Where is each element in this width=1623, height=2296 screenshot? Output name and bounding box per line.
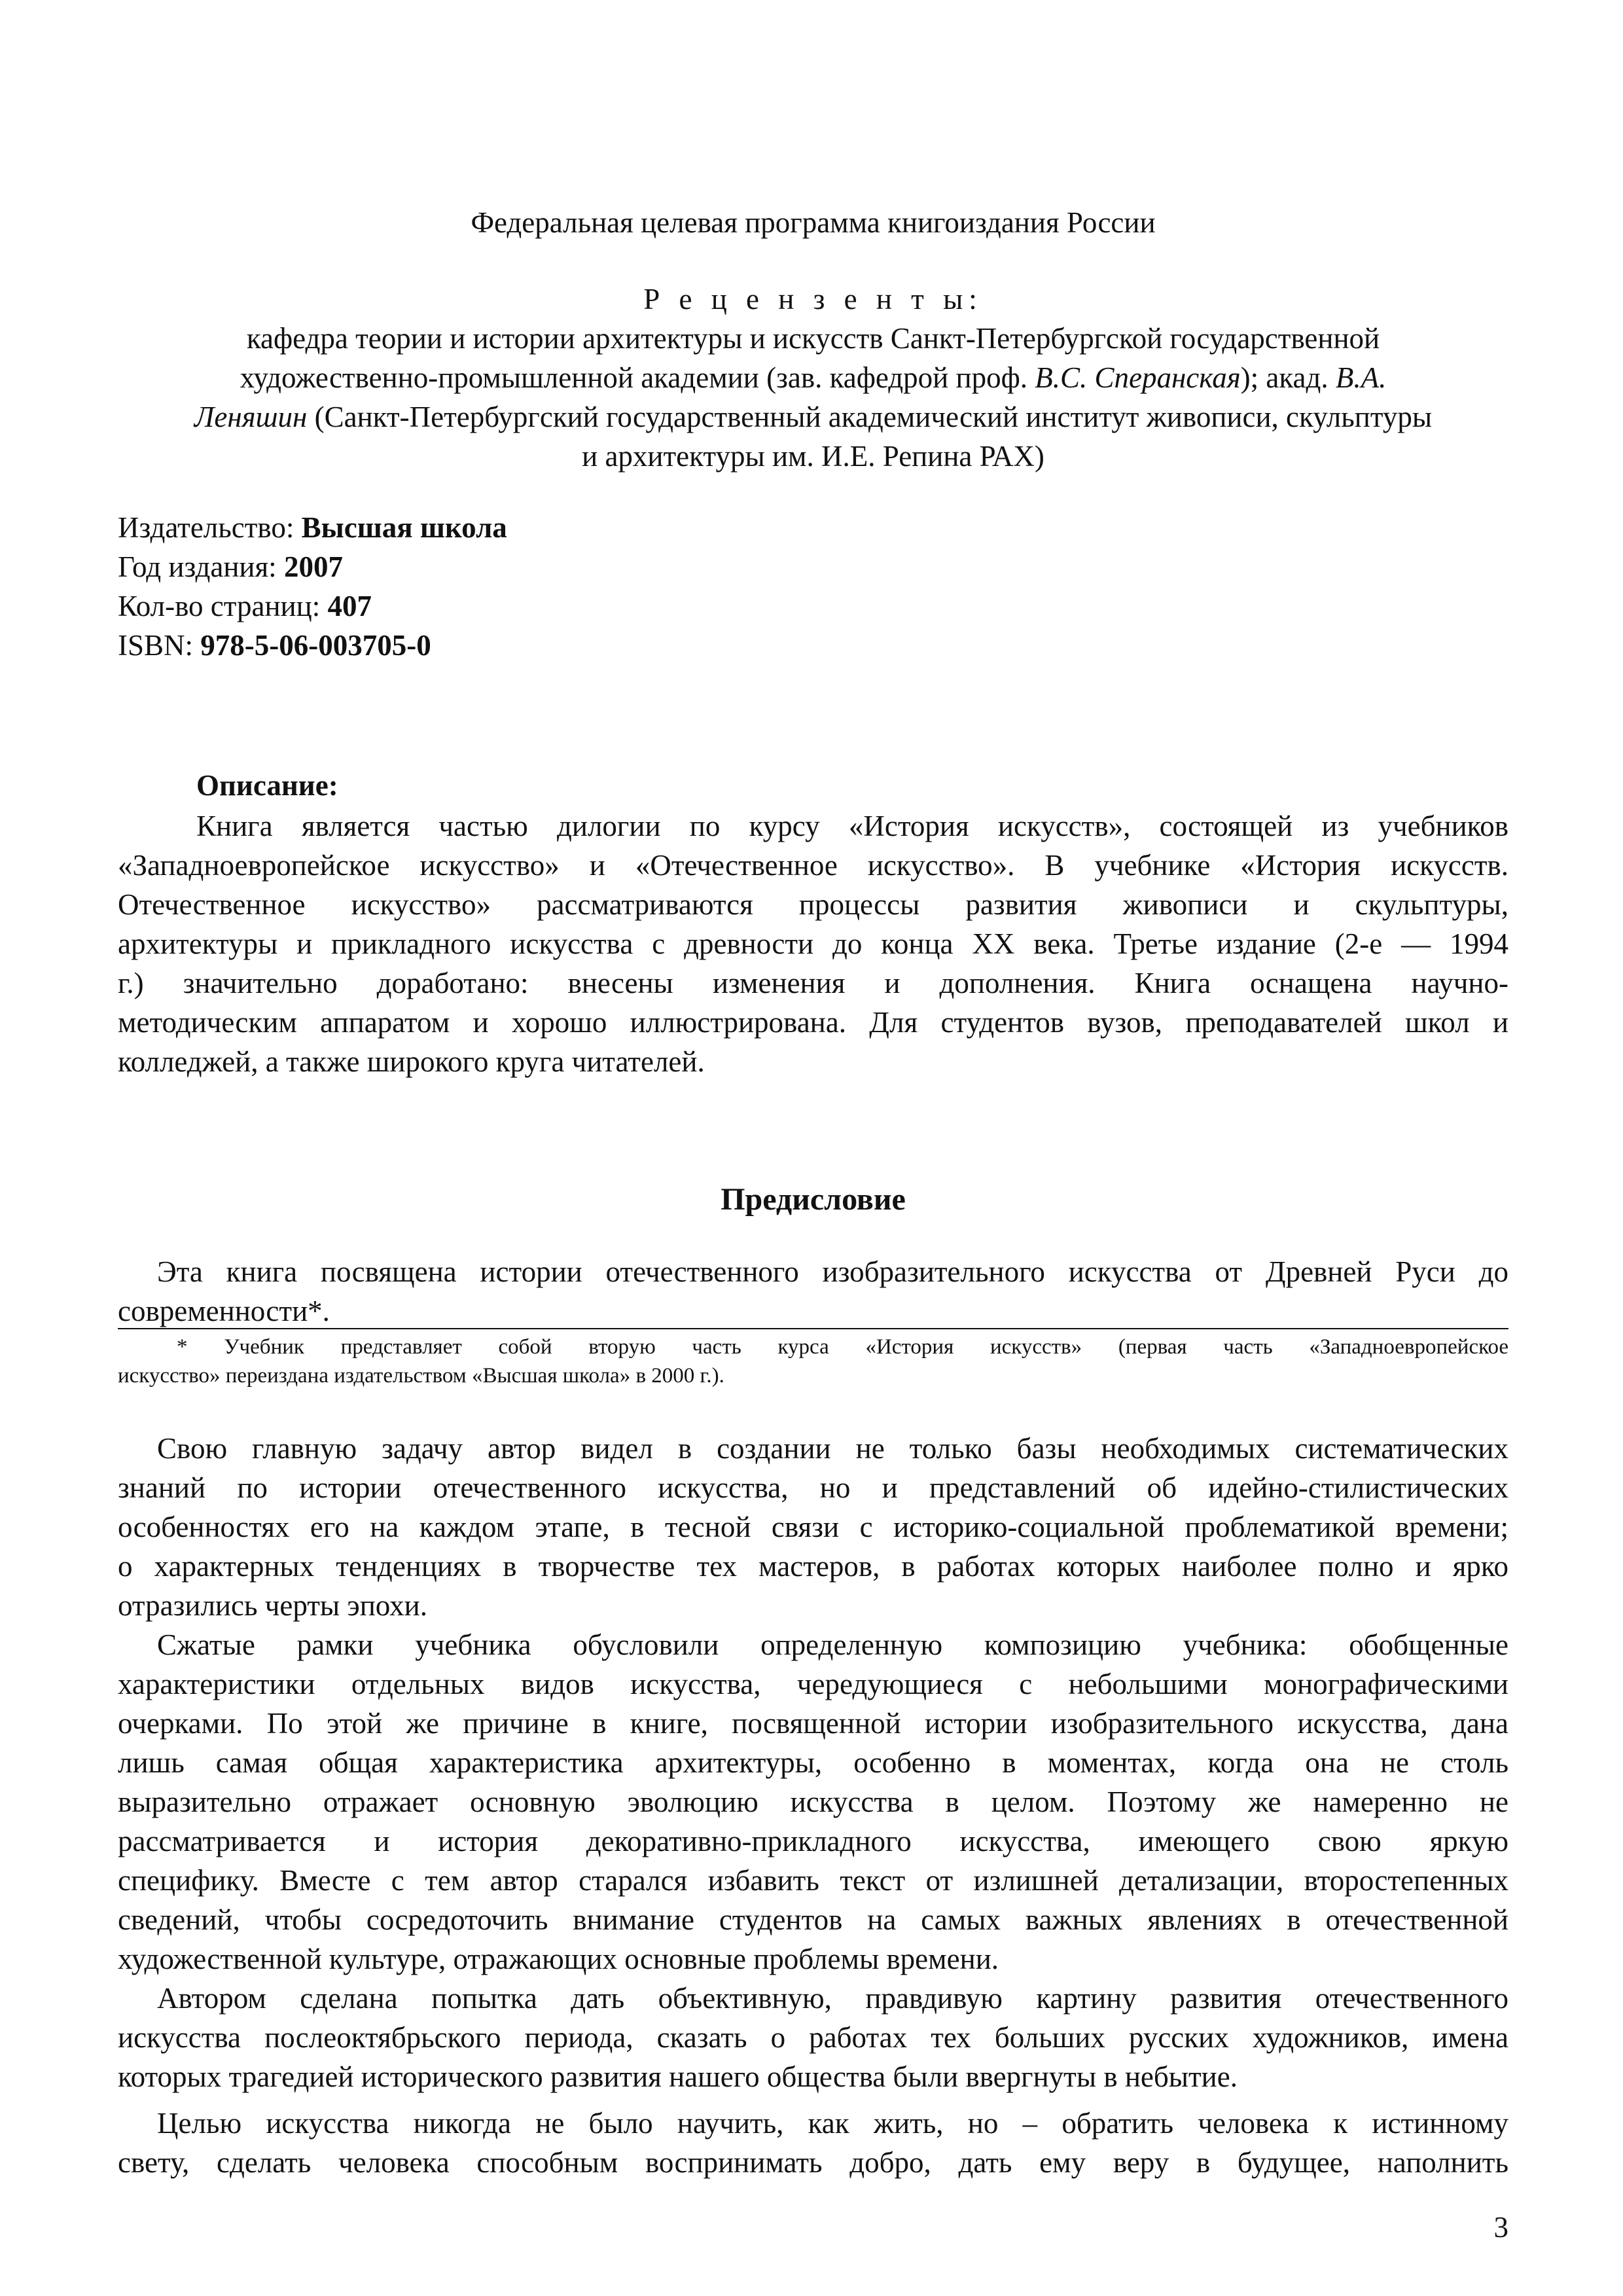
reviewer-name: Леняшин	[194, 401, 308, 433]
preface-intro-line: Эта книга посвящена истории отечественного изобразительного искусства от Древней Руси до	[157, 1255, 1508, 1288]
preface-paragraph-line: лишь самая общая характеристика архитектуры, особенно в моментах, когда она не столь	[118, 1746, 1508, 1779]
reviewers-line: и архитектуры им. И.Е. Репина РАХ)	[582, 440, 1044, 473]
description-line: архитектуры и прикладного искусства с древности до конца XX века. Третье издание (2-е — 1994	[118, 927, 1508, 960]
preface-paragraph-line: о характерных тенденциях в творчестве тех мастеров, в работах которых наиболее полно и ярко	[118, 1550, 1508, 1583]
preface-paragraph-line: знаний по истории отечественного искусства, но и представлений об идейно-стилистических	[118, 1471, 1508, 1504]
preface-paragraph-line: очерками. По этой же причине в книге, посвященной истории изобразительного искусства, дана	[118, 1707, 1508, 1740]
preface-intro-line: современности*.	[118, 1295, 330, 1327]
preface-paragraph-line: сведений, чтобы сосредоточить внимание студентов на самых важных явлениях в отечественной	[118, 1903, 1508, 1936]
description-title: Описание:	[196, 769, 338, 802]
reviewers-line: художественно-промышленной академии (зав. кафедрой проф. В.С. Сперанская); акад. В.А.	[240, 361, 1387, 394]
meta-publisher: Издательство: Высшая школа	[118, 511, 507, 544]
preface-paragraph-line: искусства послеоктябрьского периода, сказать о работах тех больших русских художников, имена	[118, 2021, 1508, 2054]
description-line: «Западноевропейское искусство» и «Отечественное искусство». В учебнике «История искусств.	[118, 849, 1508, 882]
description-line: колледжей, а также широкого круга читателей.	[118, 1045, 705, 1078]
reviewers-line: Леняшин (Санкт-Петербургский государственный академический институт живописи, скульптуры	[194, 401, 1433, 433]
reviewer-name: В.А.	[1335, 361, 1387, 394]
reviewers-heading: Р е ц е н з е н т ы:	[643, 283, 983, 315]
preface-paragraph-line: специфику. Вместе с тем автор старался избавить текст от излишней детализации, второстепенных	[118, 1864, 1508, 1897]
meta-isbn: ISBN: 978-5-06-003705-0	[118, 629, 431, 662]
reviewer-name: В.С. Сперанская	[1035, 361, 1241, 394]
preface-paragraph-line: Свою главную задачу автор видел в создании не только базы необходимых систематических	[157, 1432, 1508, 1465]
preface-paragraph-line: которых трагедией исторического развития нашего общества были ввергнуты в небытие.	[118, 2060, 1238, 2093]
description-line: Книга является частью дилогии по курсу «История искусств», состоящей из учебников	[196, 810, 1508, 842]
reviewers-line: кафедра теории и истории архитектуры и искусств Санкт-Петербургской государственной	[246, 322, 1380, 355]
footnote-line: * Учебник представляет собой вторую часть курса «История искусств» (первая часть «Западноевропейское	[177, 1335, 1508, 1359]
preface-paragraph-line: Целью искусства никогда не было научить, как жить, но – обратить человека к истинному	[157, 2107, 1508, 2140]
description-line: г.) значительно доработано: внесены изменения и дополнения. Книга оснащена научно-	[118, 967, 1508, 999]
preface-paragraph-line: характеристики отдельных видов искусства, чередующиеся с небольшими монографическими	[118, 1668, 1508, 1700]
description-line: методическим аппаратом и хорошо иллюстрирована. Для студентов вузов, преподавателей школ и	[118, 1006, 1508, 1039]
footnote-line: искусство» переиздана издательством «Высшая школа» в 2000 г.).	[118, 1364, 724, 1388]
description-line: Отечественное искусство» рассматриваются процессы развития живописи и скульптуры,	[118, 888, 1508, 921]
program-title: Федеральная целевая программа книгоиздания России	[471, 206, 1156, 239]
preface-paragraph-line: свету, сделать человека способным воспринимать добро, дать ему веру в будущее, наполнить	[118, 2146, 1508, 2179]
page-number: 3	[1493, 2211, 1508, 2244]
preface-paragraph-line: выразительно отражает основную эволюцию искусства в целом. Поэтому же намеренно не	[118, 1785, 1508, 1818]
preface-paragraph-line: Сжатые рамки учебника обусловили определенную композицию учебника: обобщенные	[157, 1628, 1508, 1661]
preface-title: Предисловие	[721, 1182, 906, 1217]
meta-year: Год издания: 2007	[118, 550, 343, 583]
preface-paragraph-line: Автором сделана попытка дать объективную, правдивую картину развития отечественного	[157, 1982, 1508, 2015]
preface-paragraph-line: особенностях его на каждом этапе, в тесной связи с историко-социальной проблематикой времени;	[118, 1511, 1508, 1543]
preface-paragraph-line: рассматривается и история декоративно-прикладного искусства, имеющего свою яркую	[118, 1825, 1508, 1857]
preface-paragraph-line: художественной культуре, отражающих основные проблемы времени.	[118, 1943, 999, 1975]
meta-pages: Кол-во страниц: 407	[118, 590, 372, 622]
footnote-divider	[118, 1328, 1508, 1329]
preface-paragraph-line: отразились черты эпохи.	[118, 1589, 428, 1622]
